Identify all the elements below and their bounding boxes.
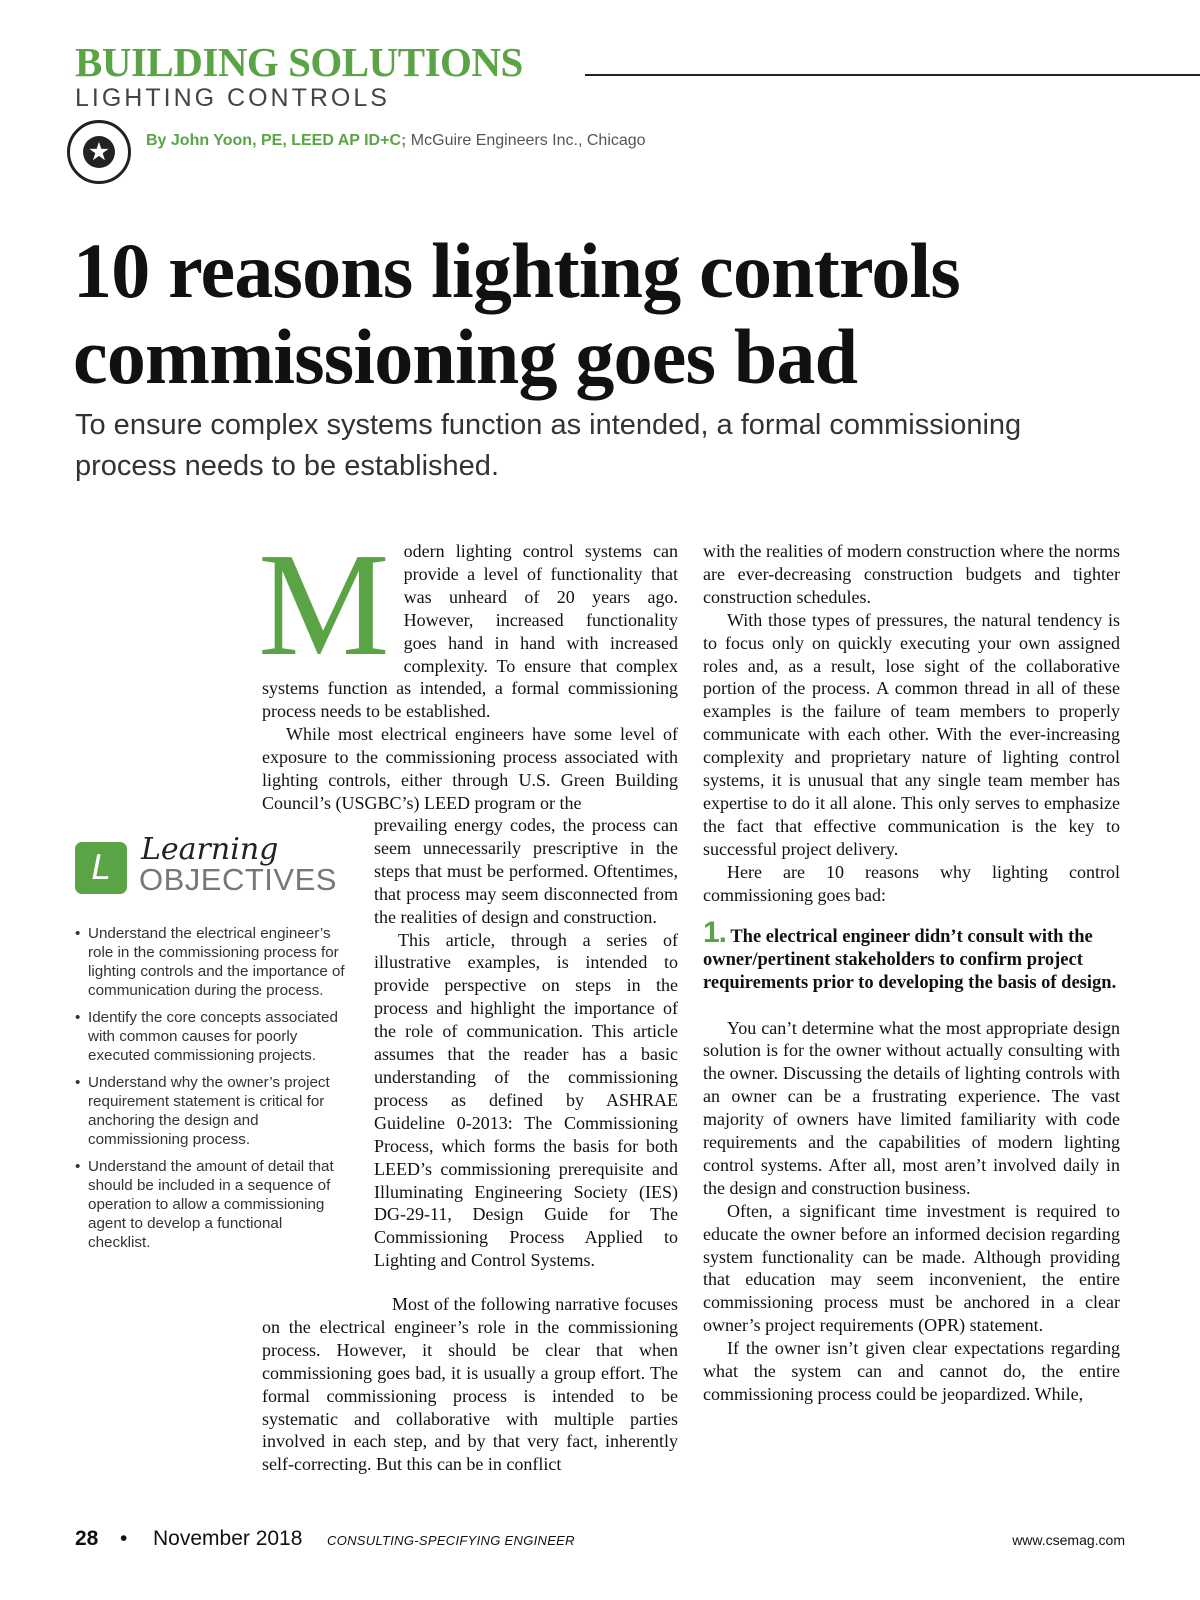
learning-objective-item: • Understand the amount of detail that should be included in a sequence of operation to allow a commissioning agent to develop a functional checklist. bbox=[75, 1157, 345, 1252]
paragraph-article-purpose: This article, through a series of illustrative examples, is intended to provide perspective on steps in the process and highlight the importance of the role of communication. This article assumes that the reader has a basic understanding of the commissioning process as defined by ASHRAE Guideline 0-2013: The Commissioning Process, which forms the basis for both LEED’s commissioning prerequisite and Illuminating Engineering Society (IES) DG-29-11, Design Guide for The Commissioning Process Applied to Lighting and Control Systems. bbox=[374, 929, 678, 1271]
article-column-middle-top bbox=[258, 523, 678, 815]
learning-objectives-list bbox=[75, 924, 345, 1260]
learning-objectives-caps: OBJECTIVES bbox=[139, 862, 337, 897]
article-column-right bbox=[703, 540, 1120, 1406]
article-column-middle-narrow bbox=[374, 814, 678, 1272]
section-title: BUILDING SOLUTIONS bbox=[75, 39, 523, 85]
peer-reviewed-badge bbox=[67, 120, 131, 184]
headline: 10 reasons lighting controls commissioning goes bad bbox=[73, 227, 960, 400]
footer-separator: • bbox=[120, 1527, 128, 1550]
paragraph-realities: with the realities of modern construction where the norms are ever-decreasing construction budgets and tighter construction schedules. bbox=[703, 541, 1120, 607]
publication-name: CONSULTING-SPECIFYING ENGINEER bbox=[327, 1533, 575, 1548]
paragraph-pressures: With those types of pressures, the natural tendency is to focus only on quickly executing your own assigned roles and, as a result, lose sight of the collaborative portion of the process. A common thread in all of these examples is the failure of team members to properly communicate with each other. With the ever-increasing complexity and proprietary nature of lighting control systems, it is unusual that any single team member has expertise to do it all alone. This only serves to emphasize the fact that effective communication is the key to successful project delivery. bbox=[703, 609, 1120, 859]
byline-author: By John Yoon, PE, LEED AP ID+C; bbox=[146, 132, 407, 149]
header-rule bbox=[585, 74, 1200, 76]
publication-url: www.csemag.com bbox=[1012, 1532, 1125, 1548]
paragraph-consult-owner: You can’t determine what the most appropriate design solution is for the owner without actually consulting with the owner. Discussing the details of lighting controls with an owner can be a frustrating experience. The vast majority of owners have limited familiarity with code requirements and the capabilities of modern lighting control systems. After all, most aren’t involved daily in the design and construction business. bbox=[703, 1017, 1120, 1198]
page-footer bbox=[75, 1527, 1125, 1551]
issue-date: November 2018 bbox=[153, 1527, 303, 1550]
page-number: 28 bbox=[75, 1527, 99, 1550]
paragraph-narrative: Most of the following narrative focuses on the electrical engineer’s role in the commissioning process. However, it should be clear that when commissioning goes bad, it is usually a group effort. The formal commissioning process is intended to be systematic and collaborative with multiple parties involved in each step, and by that very fact, inherently self-correcting. But this can be in conflict bbox=[262, 1294, 678, 1475]
paragraph-exposure: While most electrical engineers have some level of exposure to the commissioning process associated with lighting controls, either through U.S. Green Building Council’s (USGBC’s) LEED program or the bbox=[262, 724, 678, 813]
learning-objective-item: • Understand why the owner’s project requirement statement is critical for anchoring the design and commissioning process. bbox=[75, 1073, 345, 1149]
drop-cap: M bbox=[258, 523, 390, 687]
deck: To ensure complex systems function as intended, a formal commissioning process needs to be established. bbox=[75, 409, 1022, 482]
paragraph-exposure-cont: prevailing energy codes, the process can seem unnecessarily prescriptive in the steps that must be performed. Oftentimes, that process may seem disconnected from the realities of design and construction. bbox=[374, 815, 678, 927]
byline bbox=[146, 132, 646, 150]
reason-1-heading bbox=[703, 915, 1120, 995]
learning-objective-item: • Identify the core concepts associated with common causes for poorly executed commissioning projects. bbox=[75, 1008, 345, 1065]
learning-objectives-icon: L bbox=[75, 842, 127, 894]
section-subtitle: LIGHTING CONTROLS bbox=[75, 84, 390, 112]
learning-objectives-script: Learning bbox=[141, 832, 279, 867]
reason-1-number: 1. bbox=[703, 915, 727, 949]
byline-affiliation: McGuire Engineers Inc., Chicago bbox=[406, 132, 646, 149]
reason-1-title: The electrical engineer didn’t consult with the owner/pertinent stakeholders to confirm project requirements prior to developing the basis of design. bbox=[703, 926, 1117, 993]
paragraph-educate-owner: Often, a significant time investment is required to educate the owner before an informed decision regarding system functionality can be made. Although providing that education may seem inconvenient, the entire commissioning process must be anchored in a clear owner’s project requirements (OPR) statement. bbox=[703, 1200, 1120, 1336]
paragraph-expectations: If the owner isn’t given clear expectations regarding what the system can and cannot do, the entire commissioning process could be jeopardized. While, bbox=[703, 1338, 1120, 1404]
paragraph-intro: odern lighting control systems can provide a level of functionality that was unheard of 20 years ago. However, increased functionality goes hand in hand with increased complexity. To ensure that complex systems function as intended, a formal commissioning process needs to be established. bbox=[262, 541, 678, 722]
learning-objective-item: • Understand the electrical engineer’s role in the commissioning process for lighting controls and the importance of communication during the process. bbox=[75, 924, 345, 1000]
learning-objectives-header bbox=[75, 832, 365, 897]
star-icon: ★ bbox=[83, 136, 115, 168]
article-column-middle-bottom bbox=[262, 1293, 678, 1476]
paragraph-reasons-intro: Here are 10 reasons why lighting control commissioning goes bad: bbox=[703, 861, 1120, 905]
